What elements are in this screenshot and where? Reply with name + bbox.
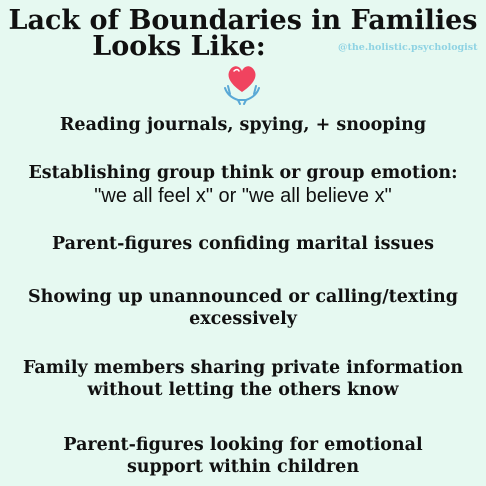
list-item-text: Reading journals, spying, + snooping <box>59 115 427 135</box>
list-item <box>0 233 486 255</box>
list-item <box>0 286 486 330</box>
instagram-handle: @the.holistic.psychologist <box>338 42 478 53</box>
title-line-1: Lack of Boundaries in Families <box>8 5 478 36</box>
list-item <box>0 357 486 401</box>
list-item-text: Showing up unannounced or calling/texting <box>28 287 458 307</box>
heart-in-hands-icon <box>222 62 262 106</box>
list-item-example: "we all feel x" or "we all believe x" <box>94 185 392 207</box>
list-item <box>0 162 486 208</box>
list-item-text: Family members sharing private information <box>22 358 464 378</box>
list-item <box>0 114 486 136</box>
list-item-text-continued: without letting the others know <box>87 380 399 400</box>
list-item <box>0 434 486 478</box>
list-item-text: Establishing group think or group emotion: <box>28 163 458 183</box>
title-line-2: Looks Like: <box>92 31 266 62</box>
list-item-text-continued: excessively <box>189 309 297 329</box>
list-item-text: Parent-figures confiding marital issues <box>51 234 435 254</box>
list-item-text-continued: support within children <box>126 457 360 477</box>
list-item-text: Parent-figures looking for emotional <box>63 435 423 455</box>
